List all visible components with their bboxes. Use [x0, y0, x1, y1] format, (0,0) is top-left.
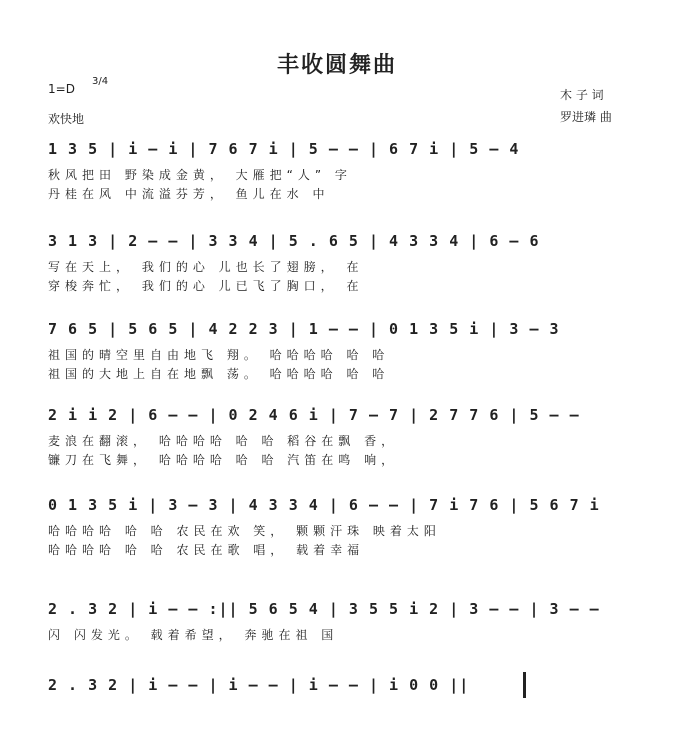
key-signature: 1=D: [48, 82, 75, 96]
lyric-verse-2: 镰刀在飞舞， 哈哈哈哈 哈 哈 汽笛在鸣 响，: [48, 453, 399, 467]
notes-line: 1 3 5 | i – i | 7 6 7 i | 5 – – | 6 7 i | 5 – 4: [48, 140, 520, 158]
lyric-verse-1: 麦浪在翻滚， 哈哈哈哈 哈 哈 稻谷在飘 香，: [48, 434, 399, 448]
system-3: [48, 320, 560, 382]
lyric-verse-2: 丹桂在风 中流溢芬芳， 鱼儿在水 中: [48, 187, 330, 201]
lyric-verse-1: 哈哈哈哈 哈 哈 农民在欢 笑， 颗颗汗珠 映着太阳: [48, 524, 441, 538]
lyric-verse-1: 写在天上， 我们的心 儿也长了翅膀， 在: [48, 260, 364, 274]
score-title: 丰收圆舞曲: [276, 53, 397, 78]
lyric-verse-2: 祖国的大地上自在地飘 荡。 哈哈哈哈 哈 哈: [48, 367, 390, 381]
notes-line: 0 1 3 5 i | 3 – 3 | 4 3 3 4 | 6 – – | 7 i 7 6 | 5 6 7 i: [48, 496, 600, 514]
system-5: [48, 496, 600, 558]
system-2: [48, 232, 540, 294]
lyric-verse-1: 闪 闪发光。 载着希望， 奔驰在祖 国: [48, 628, 339, 642]
lyric-verse-1: 祖国的晴空里自由地飞 翔。 哈哈哈哈 哈 哈: [48, 348, 390, 362]
time-signature: 3/4: [92, 76, 109, 87]
system-4: [48, 406, 580, 468]
lyric-verse-2: 哈哈哈哈 哈 哈 农民在歌 唱， 载着幸福: [48, 543, 365, 557]
tempo-marking: 欢快地: [48, 112, 85, 126]
notes-line: 2 . 3 2 | i – – :|| 5 6 5 4 | 3 5 5 i 2 | 3 – – | 3 – –: [48, 600, 600, 618]
composer-credit: 罗进璘 曲: [560, 110, 612, 124]
system-7: [48, 676, 469, 694]
lyric-verse-2: 穿梭奔忙， 我们的心 儿已飞了胸口， 在: [48, 279, 364, 293]
lyric-verse-1: 秋风把田 野染成金黄， 大雁把“人” 字: [48, 168, 352, 182]
lyricist-credit: 木 子 词: [560, 88, 604, 102]
final-barline: [523, 672, 526, 698]
system-6: [48, 600, 600, 643]
notes-line: 7 6 5 | 5 6 5 | 4 2 2 3 | 1 – – | 0 1 3 5 i | 3 – 3: [48, 320, 560, 338]
notes-line: 2 i i 2 | 6 – – | 0 2 4 6 i | 7 – 7 | 2 7 7 6 | 5 – –: [48, 406, 580, 424]
notes-line: 3 1 3 | 2 – – | 3 3 4 | 5 . 6 5 | 4 3 3 4 | 6 – 6: [48, 232, 540, 250]
notes-line: 2 . 3 2 | i – – | i – – | i – – | i 0 0 ||: [48, 676, 470, 694]
system-1: [48, 140, 519, 202]
